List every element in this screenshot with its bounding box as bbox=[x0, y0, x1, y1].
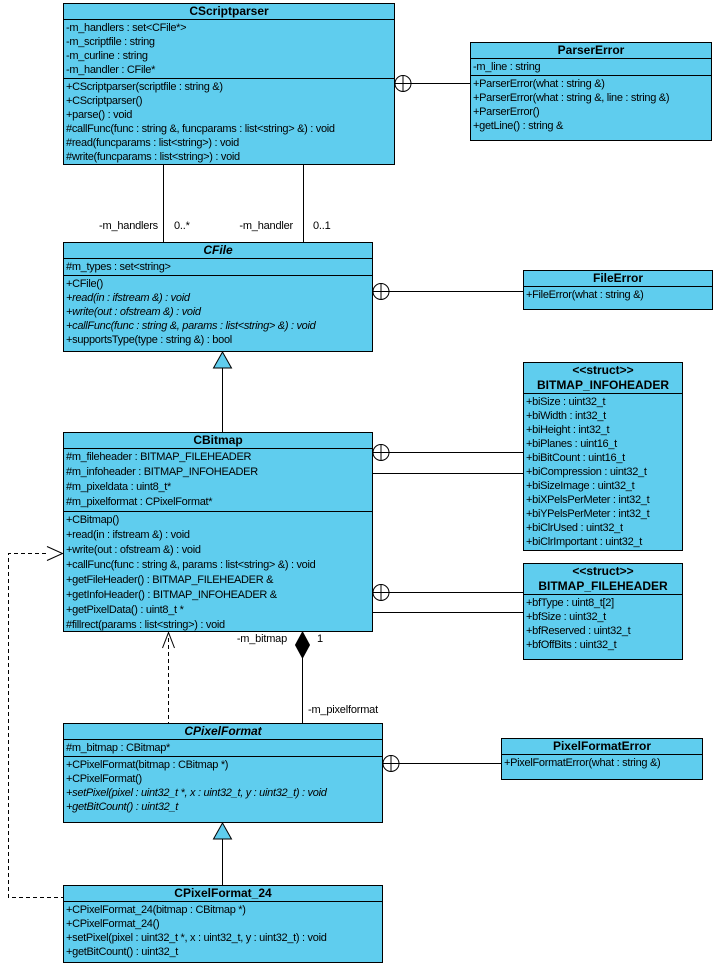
member-row: +getBitCount() : uint32_t bbox=[66, 801, 179, 813]
class-cpixelformat24[interactable] bbox=[63, 885, 383, 963]
dependency-cpixelformat-cbitmap[interactable] bbox=[163, 633, 175, 727]
class-cfile[interactable] bbox=[63, 242, 373, 352]
member-row: +read(in : ifstream &) : void bbox=[66, 529, 190, 541]
member-row: +getBitCount() : uint32_t bbox=[66, 946, 179, 958]
multiplicity-label: 0..1 bbox=[313, 220, 331, 232]
member-row: +ParserError() bbox=[473, 106, 540, 118]
class-cscriptparser[interactable] bbox=[63, 3, 395, 165]
member-row: +callFunc(func : string &, params : list<string> &) : void bbox=[66, 559, 316, 571]
member-row: +setPixel(pixel : uint32_t *, x : uint32_t, y : uint32_t) : void bbox=[66, 932, 327, 944]
stereotype-label: <<struct>> bbox=[572, 363, 634, 377]
member-row: #m_types : set<string> bbox=[66, 261, 171, 273]
member-row: +read(in : ifstream &) : void bbox=[66, 292, 190, 304]
struct-bitmap-infoheader[interactable] bbox=[523, 362, 683, 551]
anchor-fileheader[interactable] bbox=[373, 585, 523, 601]
member-row: +bfOffBits : uint32_t bbox=[526, 639, 617, 651]
attributes-compartment bbox=[471, 59, 711, 76]
role-label-m-bitmap: -m_bitmap bbox=[236, 633, 287, 645]
methods-compartment bbox=[64, 512, 372, 632]
member-row: +biXPelsPerMeter : int32_t bbox=[526, 494, 650, 506]
generalization-cpixelformat24-cpixelformat[interactable] bbox=[214, 823, 232, 888]
class-title: CBitmap bbox=[64, 433, 372, 449]
containment-anchor-icon bbox=[395, 76, 411, 92]
attributes-compartment bbox=[64, 259, 372, 276]
methods-compartment bbox=[471, 76, 711, 134]
member-row: +biSizeImage : uint32_t bbox=[526, 480, 635, 492]
composition-diamond-icon bbox=[296, 632, 310, 658]
struct-name: BITMAP_INFOHEADER bbox=[536, 378, 669, 392]
member-row: -m_handlers : set<CFile*> bbox=[66, 22, 187, 34]
member-row: +getLine() : string & bbox=[473, 120, 563, 132]
member-row: +PixelFormatError(what : string &) bbox=[504, 757, 661, 769]
member-row: +CFile() bbox=[66, 278, 104, 290]
class-title: ParserError bbox=[471, 43, 711, 59]
attributes-compartment bbox=[64, 740, 382, 757]
member-row: #m_pixeldata : uint8_t* bbox=[66, 481, 172, 493]
member-row: +bfType : uint8_t[2] bbox=[526, 597, 614, 609]
member-row: +write(out : ofstream &) : void bbox=[66, 306, 201, 318]
member-row: +write(out : ofstream &) : void bbox=[66, 544, 201, 556]
member-row: #callFunc(func : string &, funcparams : list<string> &) : void bbox=[66, 123, 335, 135]
attributes-compartment bbox=[64, 20, 394, 79]
role-label-m-handlers: -m_handlers bbox=[99, 220, 158, 232]
multiplicity-label: 1 bbox=[317, 633, 323, 645]
containment-anchor-icon bbox=[373, 284, 389, 300]
class-pixelformaterror[interactable] bbox=[501, 738, 703, 780]
class-title: FileError bbox=[524, 271, 712, 287]
member-row: +CPixelFormat_24() bbox=[66, 918, 160, 930]
member-row: #fillrect(params : list<string>) : void bbox=[66, 619, 225, 631]
containment-anchor-icon bbox=[373, 445, 389, 461]
multiplicity-label: 0..* bbox=[174, 220, 190, 232]
member-row: +ParserError(what : string &, line : string &) bbox=[473, 92, 670, 104]
member-row: +parse() : void bbox=[66, 109, 133, 121]
stereotype-label: <<struct>> bbox=[572, 564, 634, 578]
methods-compartment bbox=[64, 757, 382, 815]
anchor-parsererror[interactable] bbox=[395, 76, 470, 92]
member-row: +biClrImportant : uint32_t bbox=[526, 536, 643, 548]
anchor-pixelformaterror[interactable] bbox=[383, 756, 501, 772]
member-row: +CPixelFormat_24(bitmap : CBitmap *) bbox=[66, 904, 246, 916]
member-row: -m_scriptfile : string bbox=[66, 36, 155, 48]
member-row: #m_infoheader : BITMAP_INFOHEADER bbox=[66, 466, 258, 478]
attributes-compartment bbox=[524, 394, 682, 550]
anchor-fileerror[interactable] bbox=[373, 284, 523, 300]
containment-anchor-icon bbox=[373, 585, 389, 601]
containment-anchor-icon bbox=[383, 756, 399, 772]
member-row: +bfReserved : uint32_t bbox=[526, 625, 631, 637]
member-row: +CPixelFormat(bitmap : CBitmap *) bbox=[66, 759, 229, 771]
generalization-arrow-icon bbox=[214, 352, 232, 368]
class-parsererror[interactable] bbox=[470, 42, 712, 141]
class-fileerror[interactable] bbox=[523, 270, 713, 310]
member-row: -m_handler : CFile* bbox=[66, 64, 156, 76]
attributes-compartment bbox=[524, 595, 682, 653]
member-row: +biBitCount : uint16_t bbox=[526, 452, 625, 464]
member-row: +callFunc(func : string &, params : list<string> &) : void bbox=[66, 320, 316, 332]
class-cbitmap[interactable] bbox=[63, 432, 373, 632]
member-row: #m_pixelformat : CPixelFormat* bbox=[66, 496, 213, 508]
member-row: +biClrUsed : uint32_t bbox=[526, 522, 623, 534]
member-row: +supportsType(type : string &) : bool bbox=[66, 334, 232, 346]
member-row: +getFileHeader() : BITMAP_FILEHEADER & bbox=[66, 574, 274, 586]
member-row: #read(funcparams : list<string>) : void bbox=[66, 137, 239, 149]
role-label-m-pixelformat: -m_pixelformat bbox=[308, 704, 378, 716]
member-row: +setPixel(pixel : uint32_t *, x : uint32_t, y : uint32_t) : void bbox=[66, 787, 327, 799]
member-row: +biSize : uint32_t bbox=[526, 396, 606, 408]
member-row: +CScriptparser() bbox=[66, 95, 143, 107]
methods-compartment bbox=[64, 276, 372, 348]
methods-compartment bbox=[502, 755, 702, 771]
member-row: -m_curline : string bbox=[66, 50, 148, 62]
member-row: +CBitmap() bbox=[66, 514, 119, 526]
member-row: +CScriptparser(scriptfile : string &) bbox=[66, 81, 223, 93]
attributes-compartment bbox=[64, 449, 372, 512]
member-row: #write(funcparams : list<string>) : void bbox=[66, 151, 240, 163]
generalization-arrow-icon bbox=[214, 823, 232, 839]
class-title: PixelFormatError bbox=[502, 739, 702, 755]
member-row: #m_bitmap : CBitmap* bbox=[66, 742, 171, 754]
class-title: CPixelFormat bbox=[64, 724, 382, 740]
member-row: +FileError(what : string &) bbox=[526, 289, 644, 301]
class-title bbox=[524, 564, 682, 595]
member-row: +CPixelFormat() bbox=[66, 773, 142, 785]
member-row: +bfSize : uint32_t bbox=[526, 611, 606, 623]
member-row: +biWidth : int32_t bbox=[526, 410, 606, 422]
class-title bbox=[524, 363, 682, 394]
member-row: +biCompression : uint32_t bbox=[526, 466, 647, 478]
member-row: +biYPelsPerMeter : int32_t bbox=[526, 508, 650, 520]
member-row: +getPixelData() : uint8_t * bbox=[66, 604, 184, 616]
role-label-m-handler: -m_handler bbox=[239, 220, 293, 232]
struct-name: BITMAP_FILEHEADER bbox=[538, 579, 668, 593]
member-row: +biHeight : int32_t bbox=[526, 424, 610, 436]
member-row: #m_fileheader : BITMAP_FILEHEADER bbox=[66, 451, 252, 463]
generalization-cbitmap-cfile[interactable] bbox=[214, 352, 232, 435]
member-row: +getInfoHeader() : BITMAP_INFOHEADER & bbox=[66, 589, 277, 601]
dependency-cpixelformat24-cbitmap[interactable] bbox=[9, 547, 66, 898]
member-row: +biPlanes : uint16_t bbox=[526, 438, 617, 450]
dependency-arrowhead-icon bbox=[47, 547, 63, 561]
class-title: CPixelFormat_24 bbox=[64, 886, 382, 902]
member-row: +ParserError(what : string &) bbox=[473, 78, 605, 90]
struct-bitmap-fileheader[interactable] bbox=[523, 563, 683, 660]
member-row: -m_line : string bbox=[473, 61, 541, 73]
methods-compartment bbox=[64, 902, 382, 960]
anchor-infoheader[interactable] bbox=[373, 445, 523, 461]
methods-compartment bbox=[524, 287, 712, 303]
class-title: CFile bbox=[64, 243, 372, 259]
methods-compartment bbox=[64, 79, 394, 165]
class-cpixelformat[interactable] bbox=[63, 723, 383, 823]
class-title: CScriptparser bbox=[64, 4, 394, 20]
